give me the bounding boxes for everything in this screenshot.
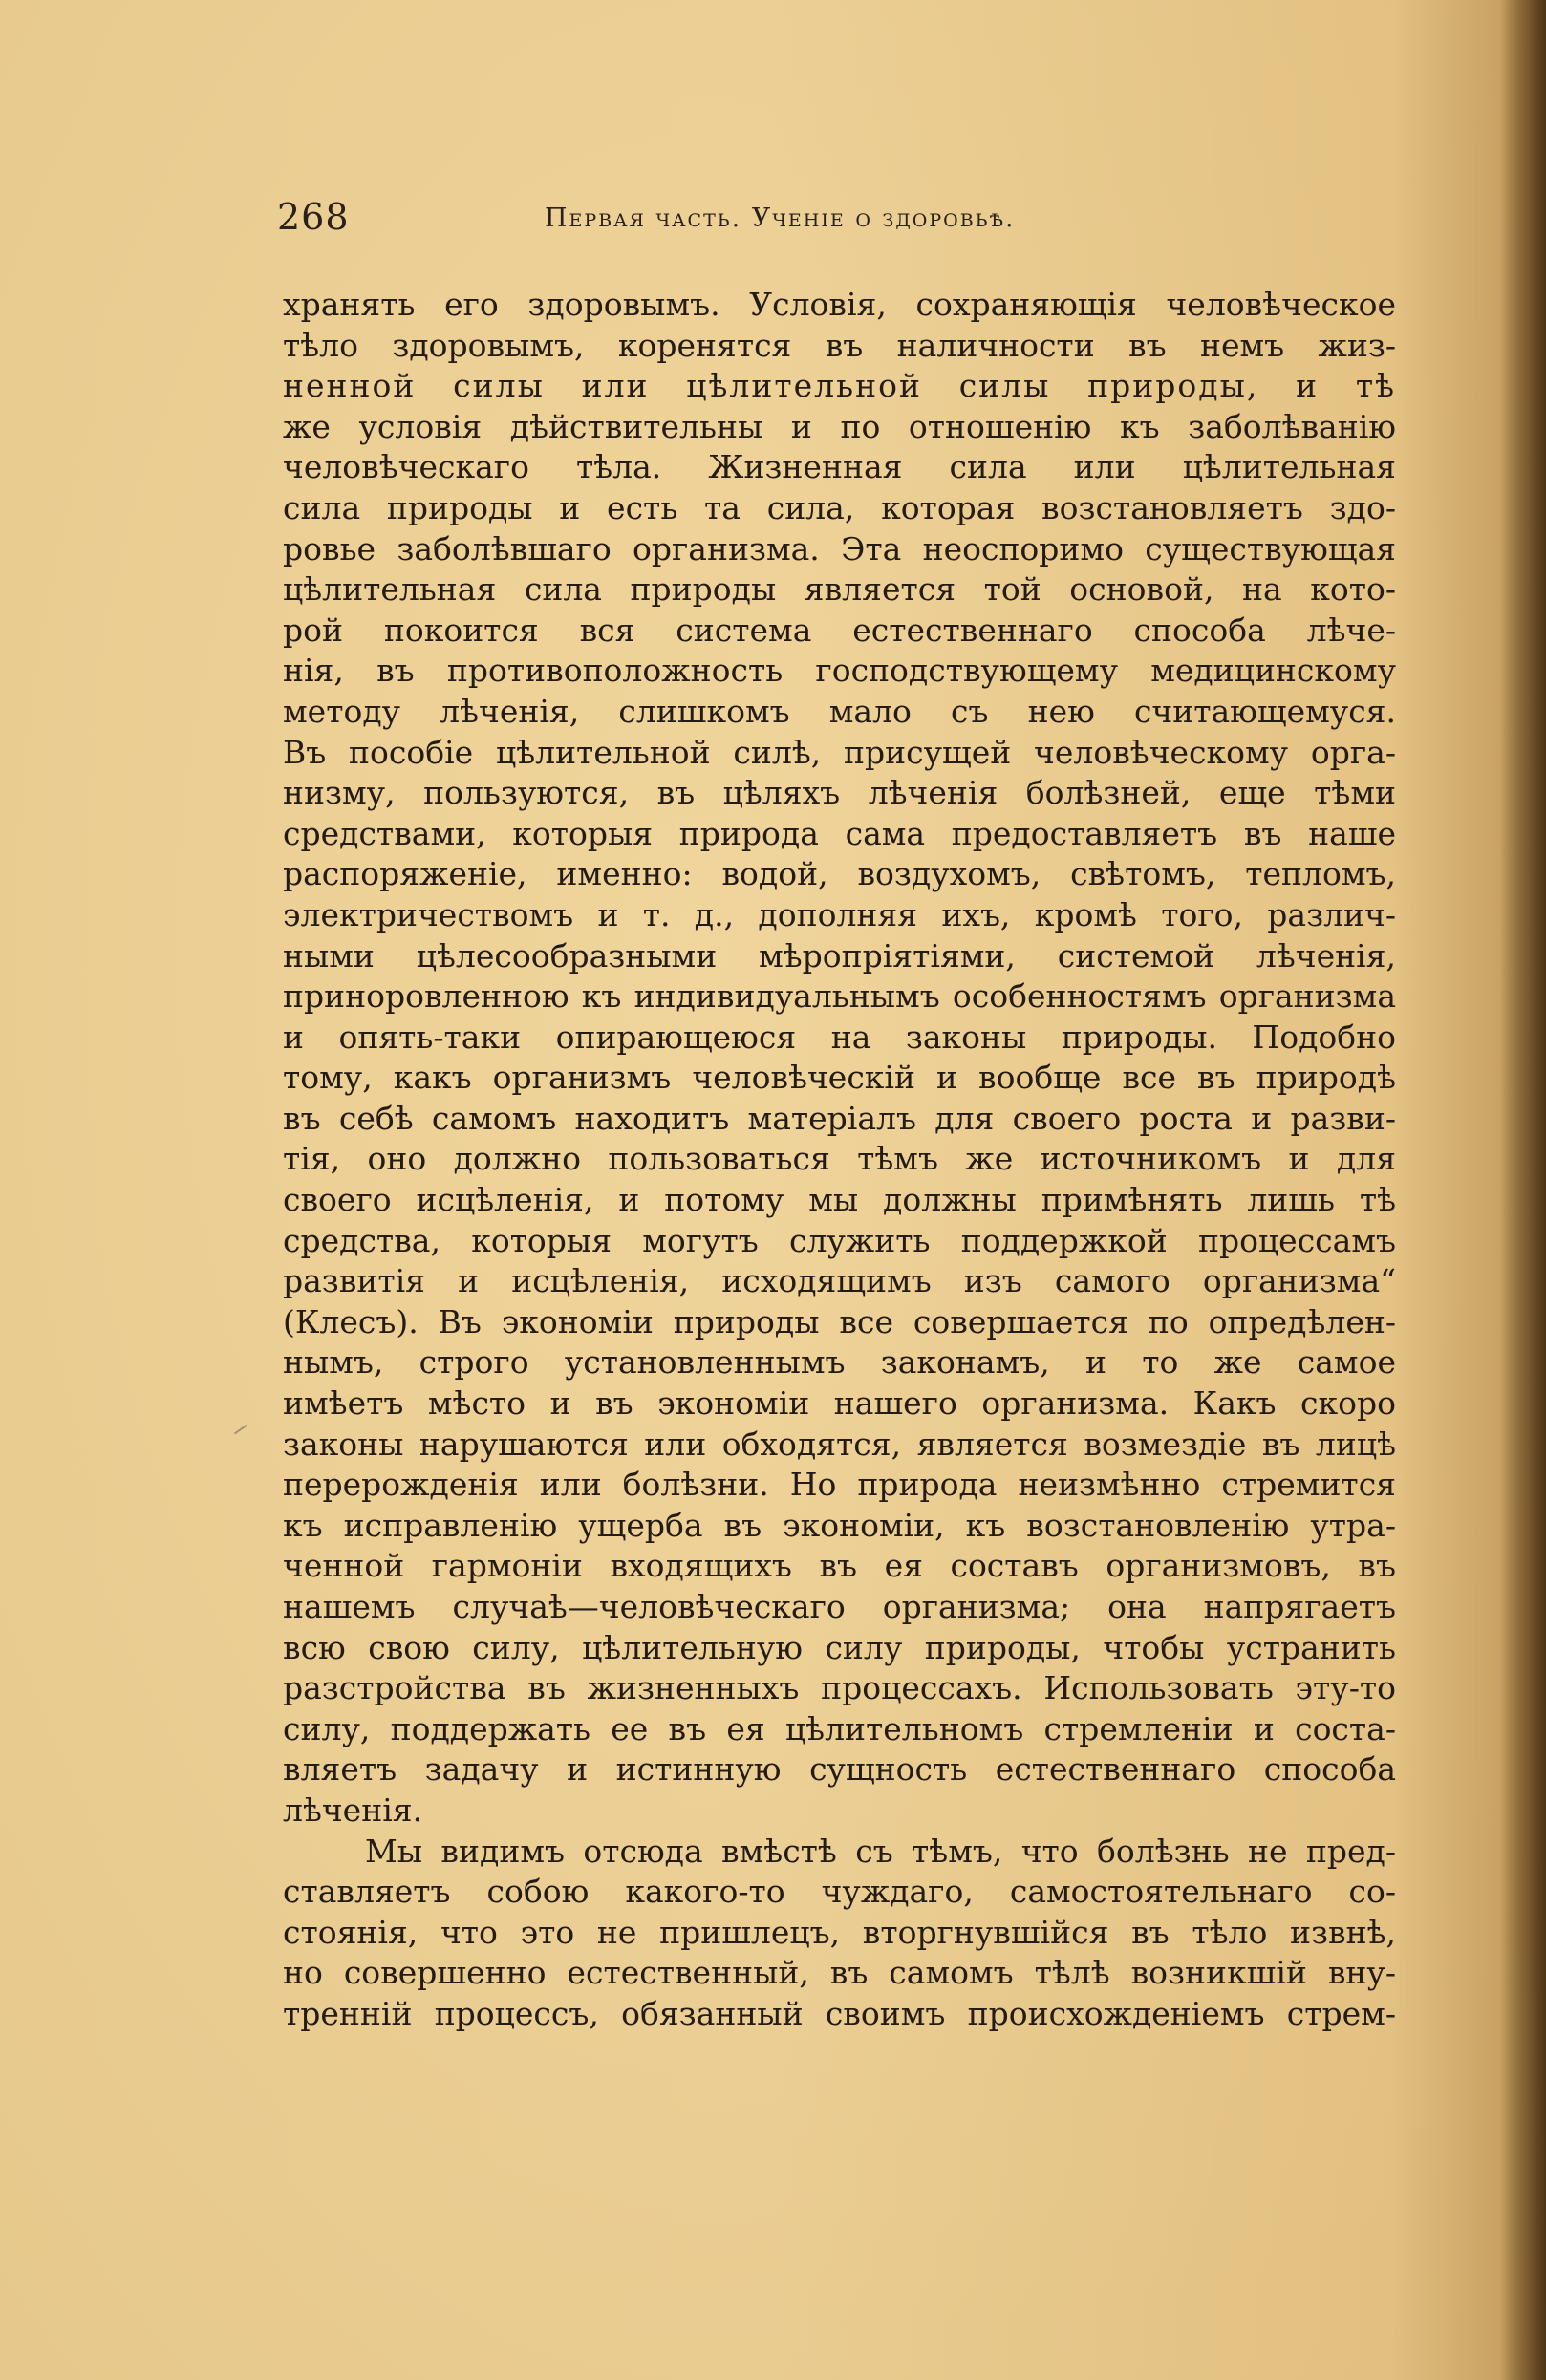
text-line: тѣло здоровымъ, коренятся въ наличности въ немъ жиз- [283, 326, 1396, 364]
text-line: нымъ, строго установленнымъ законамъ, и то же самое [283, 1343, 1396, 1382]
text-line: (Клесъ). Въ экономіи природы все совершается по опредѣлен- [283, 1302, 1396, 1340]
text-line: развитія и исцѣленія, исходящимъ изъ самого организма“ [283, 1262, 1396, 1300]
text-line: стоянія, что это не пришлецъ, вторгнувшійся въ тѣло извнѣ, [283, 1913, 1396, 1951]
text-line: ровье заболѣвшаго организма. Эта неоспоримо существующая [283, 529, 1396, 568]
text-line: распоряженіе, именно: водой, воздухомъ, свѣтомъ, тепломъ, [283, 855, 1396, 893]
text-line: своего исцѣленія, и потому мы должны примѣнять лишь тѣ [283, 1181, 1396, 1219]
text-line: въ себѣ самомъ находитъ матеріалъ для своего роста и разви- [283, 1099, 1396, 1137]
text-line: лѣченія. [283, 1790, 423, 1829]
text-line: тому, какъ организмъ человѣческій и вообще все въ природѣ [283, 1059, 1396, 1097]
text-line: разстройства въ жизненныхъ процессахъ. Использовать эту-то [283, 1669, 1396, 1707]
text-line: и опять-таки опирающеюся на законы природы. Подобно [283, 1018, 1396, 1056]
text-line: средствами, которыя природа сама предоставляетъ въ наше [283, 814, 1396, 852]
text-line: ченной гармоніи входящихъ въ ея составъ организмовъ, въ [283, 1547, 1396, 1585]
text-line: законы нарушаются или обходятся, является возмездіе въ лицѣ [283, 1425, 1396, 1463]
text-line: тія, оно должно пользоваться тѣмъ же источникомъ и для [283, 1140, 1396, 1178]
text-line: методу лѣченія, слишкомъ мало съ нею считающемуся. [283, 692, 1396, 730]
text-line: имѣетъ мѣсто и въ экономіи нашего организма. Какъ скоро [283, 1384, 1396, 1423]
text-line: ставляетъ собою какого-то чуждаго, самостоятельнаго со- [283, 1873, 1396, 1911]
text-line: ненной силы или цѣлительной силы природы, и тѣ [283, 367, 1396, 405]
text-line: но совершенно естественный, въ самомъ тѣлѣ возникшій вну- [283, 1954, 1396, 1992]
text-line: средства, которыя могутъ служить поддержкой процессамъ [283, 1221, 1396, 1259]
text-line: человѣческаго тѣла. Жизненная сила или цѣлительная [283, 448, 1396, 486]
text-line: хранять его здоровымъ. Условія, сохраняющія человѣческое [283, 286, 1396, 323]
text-line: тренній процессъ, обязанный своимъ происхожденіемъ стрем- [283, 1994, 1396, 2032]
text-line: рой покоится вся система естественнаго способа лѣче- [283, 611, 1396, 649]
text-line: нія, въ противоположность господствующему медицинскому [283, 652, 1396, 690]
text-line: нашемъ случаѣ—человѣческаго организма; она напрягаетъ [283, 1588, 1396, 1625]
page-header [277, 196, 1405, 253]
text-line: приноровленною къ индивидуальнымъ особенностямъ организма [283, 977, 1396, 1016]
text-line: вляетъ задачу и истинную сущность естественнаго способа [283, 1750, 1396, 1789]
text-line: силу, поддержать ее въ ея цѣлительномъ стремленіи и соста- [283, 1709, 1396, 1747]
body-text [283, 285, 1396, 2035]
text-line: электричествомъ и т. д., дополняя ихъ, кромѣ того, различ- [283, 895, 1396, 933]
text-line: низму, пользуются, въ цѣляхъ лѣченія болѣзней, еще тѣми [283, 774, 1396, 812]
page-edge-shadow [1500, 0, 1546, 2380]
page-number: 268 [277, 196, 350, 238]
running-head: Первая часть. Ученіе о здоровьѣ. [545, 204, 1016, 233]
text-line: сила природы и есть та сила, которая возстановляетъ здо- [283, 488, 1396, 526]
text-line: ными цѣлесообразными мѣропріятіями, системой лѣченія, [283, 936, 1396, 975]
text-line: Мы видимъ отсюда вмѣстѣ съ тѣмъ, что болѣзнь не пред- [365, 1832, 1396, 1870]
margin-mark [234, 1425, 247, 1435]
text-line: къ исправленію ущерба въ экономіи, къ возстановленію утра- [283, 1506, 1396, 1544]
text-line: всю свою силу, цѣлительную силу природы, чтобы устранить [283, 1628, 1396, 1666]
text-line: цѣлительная сила природы является той основой, на кото- [283, 570, 1396, 609]
text-line: перерожденія или болѣзни. Но природа неизмѣнно стремится [283, 1466, 1396, 1504]
text-line: же условія дѣйствительны и по отношенію къ заболѣванію [283, 407, 1396, 445]
text-line: Въ пособіе цѣлительной силѣ, присущей человѣческому орга- [283, 733, 1396, 771]
